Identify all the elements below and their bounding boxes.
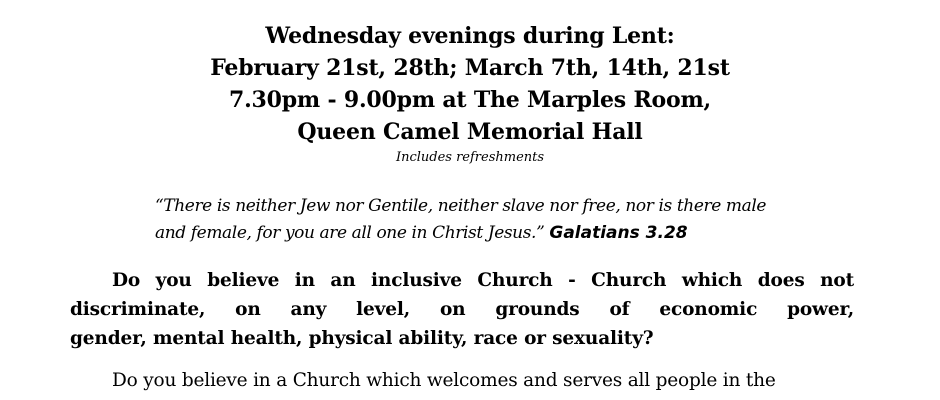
event-time-location-line: 7.30pm - 9.00pm at The Marples Room, bbox=[228, 87, 712, 113]
quote-line-1: “There is neither Jew nor Gentile, neither slave nor free, nor is there male bbox=[155, 196, 767, 216]
event-venue-line: Queen Camel Memorial Hall bbox=[297, 119, 643, 145]
quote-reference: Galatians 3.28 bbox=[549, 223, 688, 243]
question-line-1: Do you believe in an inclusive Church - Church which does not bbox=[112, 270, 854, 291]
event-details-heading bbox=[0, 20, 940, 148]
event-schedule-line: Wednesday evenings during Lent: bbox=[265, 23, 675, 49]
quote-text-2: and female, for you are all one in Christ Jesus.” bbox=[155, 223, 545, 243]
question-line-2: discriminate, on any level, on grounds of economic power, bbox=[70, 299, 854, 320]
scripture-quote bbox=[155, 193, 855, 247]
refreshments-note: Includes refreshments bbox=[395, 150, 545, 165]
body-line-1: Do you believe in a Church which welcomes and serves all people in the bbox=[112, 370, 776, 391]
body-paragraph bbox=[70, 366, 854, 395]
inclusive-church-question bbox=[70, 266, 854, 353]
question-line-3: gender, mental health, physical ability, race or sexuality? bbox=[70, 328, 654, 349]
quote-line-2 bbox=[155, 220, 855, 247]
event-dates-line: February 21st, 28th; March 7th, 14th, 21st bbox=[210, 55, 730, 81]
